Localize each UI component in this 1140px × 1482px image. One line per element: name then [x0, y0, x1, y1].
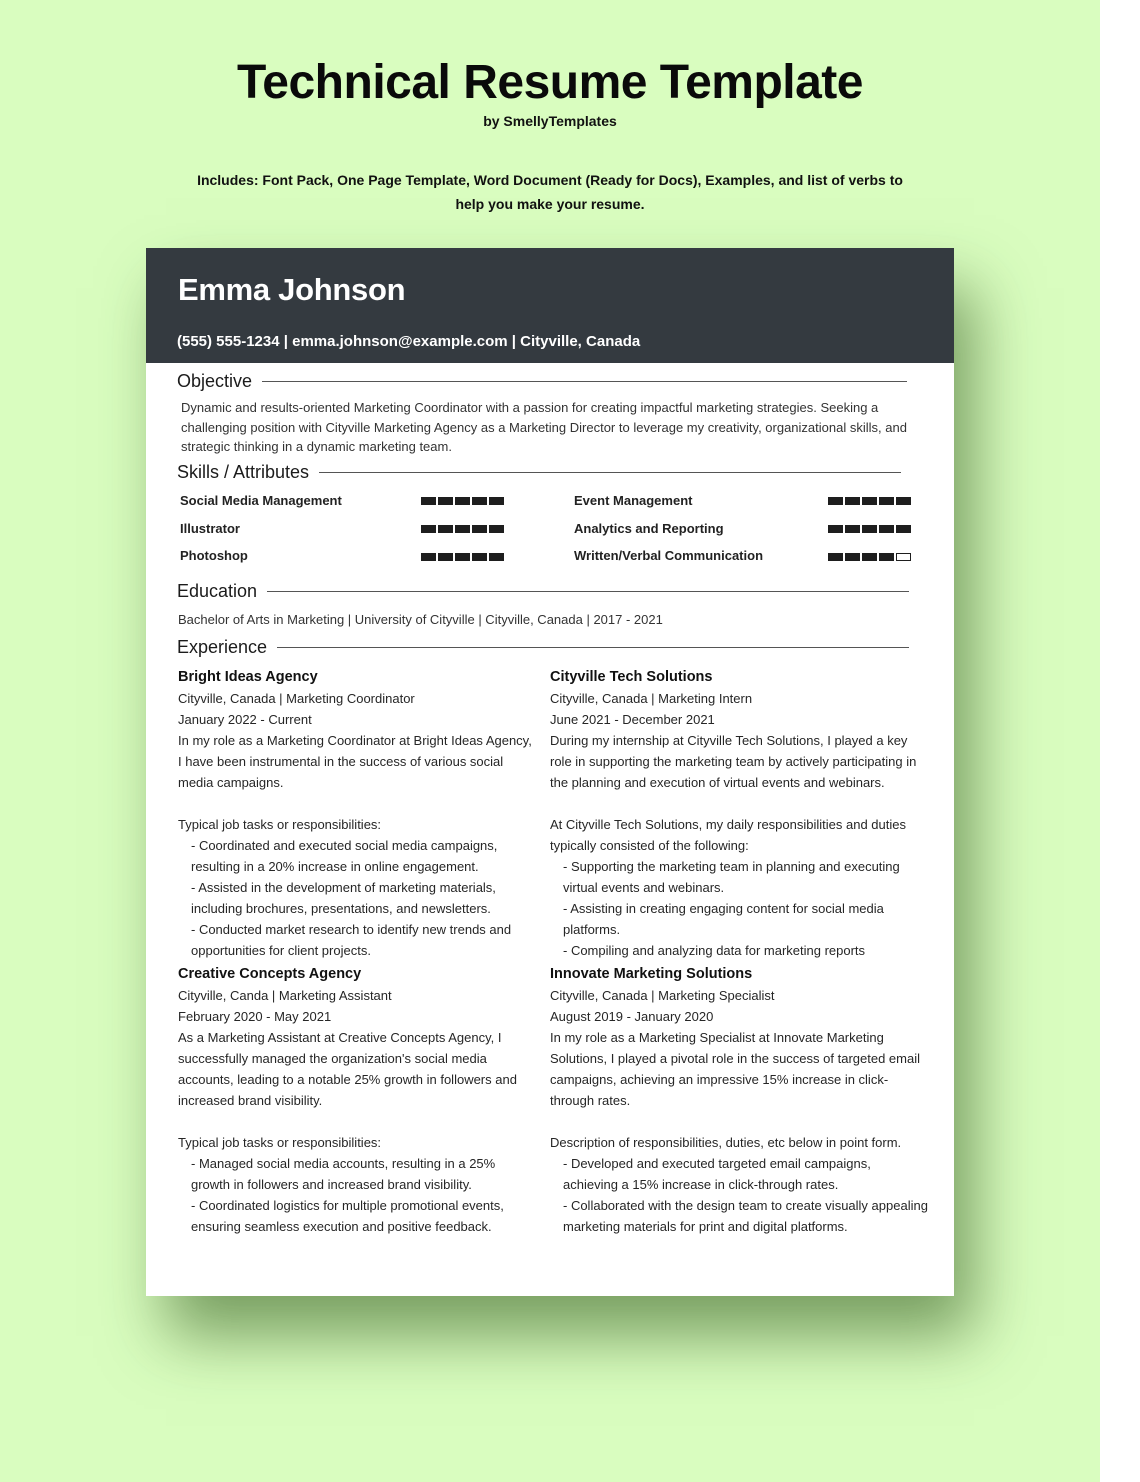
job-dates: August 2019 - January 2020: [550, 1009, 714, 1024]
rating-block-filled: [455, 525, 470, 533]
job-company: Innovate Marketing Solutions: [550, 966, 753, 982]
job-summary: As a Marketing Assistant at Creative Concepts Agency, I successfully managed the organization's social media accounts, leading to a notable 25% growth in followers and increased brand visibility.: [178, 1030, 517, 1108]
job-location-role: Cityville, Canada | Marketing Intern: [550, 691, 753, 706]
rating-block-filled: [472, 497, 487, 505]
divider: [277, 647, 909, 648]
skill-name: Illustrator: [180, 521, 240, 536]
skills-heading-label: Skills / Attributes: [177, 462, 310, 482]
rating-block-filled: [455, 497, 470, 505]
job-task: - Coordinated logistics for multiple promotional events, ensuring seamless execution and positive feedback.: [191, 1198, 504, 1234]
divider: [319, 472, 901, 473]
job-entry: [550, 666, 928, 961]
rating-block-filled: [879, 497, 894, 505]
rating-block-filled: [879, 553, 894, 561]
skills-heading: [177, 462, 901, 483]
education-text: Bachelor of Arts in Marketing | University of Cityville | Cityville, Canada | 2017 - 2021: [178, 612, 663, 627]
experience-heading-label: Experience: [177, 637, 268, 657]
objective-text: Dynamic and results-oriented Marketing Coordinator with a passion for creating impactful marketing strategies. Seeking a challenging position with Cityville Marketing Agency as a Marketing Director to leverage my creativity, organizational skills, and strategic thinking in a dynamic marketing team.: [181, 400, 907, 454]
job-task: - Compiling and analyzing data for marketing reports: [563, 943, 866, 958]
experience-column-left: [178, 666, 533, 1237]
job-dates: June 2021 - December 2021: [550, 712, 715, 727]
rating-block-filled: [489, 553, 504, 561]
skill-name: Analytics and Reporting: [574, 521, 724, 536]
skill-name: Event Management: [574, 493, 693, 508]
skill-rating: [828, 525, 911, 533]
rating-block-filled: [896, 497, 911, 505]
job-summary: In my role as a Marketing Coordinator at Bright Ideas Agency, I have been instrumental in the success of various social media campaigns.: [178, 733, 532, 790]
rating-block-filled: [828, 497, 843, 505]
divider: [267, 591, 909, 592]
rating-block-filled: [845, 497, 860, 505]
resume-preview: [146, 248, 954, 1296]
rating-block-filled: [472, 525, 487, 533]
experience-heading: [177, 637, 909, 658]
rating-block-filled: [421, 525, 436, 533]
job-task: - Conducted market research to identify new trends and opportunities for client projects.: [191, 922, 512, 958]
rating-block-filled: [455, 553, 470, 561]
rating-block-filled: [421, 553, 436, 561]
skill-rating: [828, 497, 911, 505]
rating-block-filled: [862, 553, 877, 561]
resume-header: [146, 248, 954, 363]
job-tasks-intro: Description of responsibilities, duties, etc below in point form.: [550, 1135, 902, 1150]
page-title: Technical Resume Template: [237, 56, 863, 109]
rating-block-filled: [438, 525, 453, 533]
job-entry: [178, 666, 533, 961]
skill-name: Photoshop: [180, 548, 248, 563]
job-task: - Coordinated and executed social media campaigns, resulting in a 20% increase in online engagement.: [191, 838, 498, 874]
job-tasks-intro: Typical job tasks or responsibilities:: [178, 817, 382, 832]
job-location-role: Cityville, Canada | Marketing Coordinator: [178, 691, 415, 706]
skill-rating: [421, 553, 504, 561]
rating-block-filled: [438, 553, 453, 561]
resume-contact: (555) 555-1234 | emma.johnson@example.com | Cityville, Canada: [177, 333, 641, 350]
skill-rating: [421, 497, 504, 505]
rating-block-filled: [438, 497, 453, 505]
rating-block-empty: [896, 553, 911, 561]
job-summary: In my role as a Marketing Specialist at Innovate Marketing Solutions, I played a pivotal role in the success of targeted email campaigns, achieving an impressive 15% increase in click-through rates.: [550, 1030, 920, 1108]
job-task: - Managed social media accounts, resulting in a 25% growth in followers and increased brand visibility.: [191, 1156, 496, 1192]
job-task: - Assisted in the development of marketing materials, including brochures, presentations, and newsletters.: [191, 880, 496, 916]
job-summary: During my internship at Cityville Tech Solutions, I played a key role in supporting the marketing team by actively participating in the planning and execution of virtual events and webinars.: [550, 733, 917, 790]
education-heading: [177, 581, 909, 602]
job-location-role: Cityville, Canda | Marketing Assistant: [178, 988, 392, 1003]
rating-block-filled: [845, 553, 860, 561]
includes-text: Includes: Font Pack, One Page Template, Word Document (Ready for Docs), Examples, and list of verbs to help you make your resume.: [197, 172, 903, 212]
rating-block-filled: [845, 525, 860, 533]
job-dates: January 2022 - Current: [178, 712, 312, 727]
job-company: Cityville Tech Solutions: [550, 669, 713, 685]
job-task: - Assisting in creating engaging content for social media platforms.: [563, 901, 884, 937]
job-task: - Collaborated with the design team to create visually appealing marketing materials for print and digital platforms.: [563, 1198, 928, 1234]
job-location-role: Cityville, Canada | Marketing Specialist: [550, 988, 775, 1003]
rating-block-filled: [896, 525, 911, 533]
rating-block-filled: [489, 525, 504, 533]
education-heading-label: Education: [177, 581, 258, 601]
job-company: Creative Concepts Agency: [178, 966, 362, 982]
rating-block-filled: [862, 525, 877, 533]
skill-rating: [421, 525, 504, 533]
skill-name: Written/Verbal Communication: [574, 548, 764, 563]
objective-heading-label: Objective: [177, 371, 253, 391]
byline: by SmellyTemplates: [483, 113, 617, 129]
divider: [262, 381, 907, 382]
job-task: - Supporting the marketing team in planning and executing virtual events and webinars.: [563, 859, 900, 895]
rating-block-filled: [489, 497, 504, 505]
rating-block-filled: [421, 497, 436, 505]
rating-block-filled: [862, 497, 877, 505]
job-company: Bright Ideas Agency: [178, 669, 318, 685]
job-tasks-intro: Typical job tasks or responsibilities:: [178, 1135, 382, 1150]
job-entry: [550, 963, 928, 1237]
job-entry: [178, 963, 533, 1237]
rating-block-filled: [828, 553, 843, 561]
rating-block-filled: [828, 525, 843, 533]
rating-block-filled: [472, 553, 487, 561]
skill-rating: [828, 553, 911, 561]
job-dates: February 2020 - May 2021: [178, 1009, 332, 1024]
resume-name: Emma Johnson: [178, 272, 406, 307]
job-task: - Developed and executed targeted email campaigns, achieving a 15% increase in click-through rates.: [563, 1156, 871, 1192]
job-tasks-intro: At Cityville Tech Solutions, my daily responsibilities and duties typically consisted of the following:: [550, 817, 906, 853]
experience-column-right: [550, 666, 928, 1237]
rating-block-filled: [879, 525, 894, 533]
skill-name: Social Media Management: [180, 493, 342, 508]
objective-heading: [177, 371, 907, 392]
